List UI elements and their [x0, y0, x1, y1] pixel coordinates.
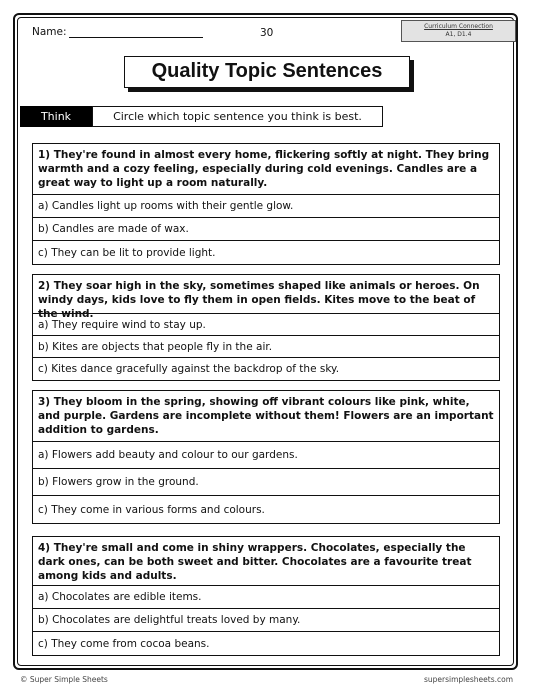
instructions-text: Circle which topic sentence you think is best. [92, 106, 383, 127]
curriculum-title: Curriculum Connection [424, 23, 493, 30]
footer-copyright: © Super Simple Sheets [20, 675, 108, 684]
curriculum-box [401, 20, 516, 42]
option-c[interactable]: c) They come in various forms and colours. [38, 503, 265, 516]
page-number: 30 [260, 27, 274, 39]
option-b[interactable]: b) Candles are made of wax. [33, 218, 499, 241]
option-b[interactable]: b) Kites are objects that people fly in the air. [33, 336, 499, 358]
option-a[interactable]: a) Flowers add beauty and colour to our gardens. [33, 442, 499, 469]
option-a[interactable]: a) Candles light up rooms with their gentle glow. [33, 195, 499, 218]
page-title: Quality Topic Sentences [124, 56, 410, 88]
question-prompt: 1) They're found in almost every home, flickering softly at night. They bring warmth and a cozy feeling, especially during cold evenings. Candles are a great way to light up a room naturally. [33, 144, 499, 195]
name-blank-line[interactable] [69, 26, 203, 38]
question-prompt: 3) They bloom in the spring, showing off vibrant colours like pink, white, and purple. Gardens are incomplete without them! Flowers are an important addition to gardens. [33, 391, 499, 442]
think-label: Think [20, 106, 92, 127]
question-box-3 [32, 390, 500, 524]
question-prompt: 4) They're small and come in shiny wrappers. Chocolates, especially the dark ones, can be both sweet and bitter. Chocolates are a favourite treat among kids and adults. [33, 537, 499, 586]
option-b[interactable]: b) Flowers grow in the ground. [33, 469, 499, 496]
option-c[interactable]: c) They can be lit to provide light. [38, 246, 216, 259]
option-a[interactable]: a) Chocolates are edible items. [33, 586, 499, 609]
name-field [32, 26, 203, 38]
question-box-1 [32, 143, 500, 265]
curriculum-code: A1, D1.4 [445, 30, 472, 38]
footer-website[interactable]: supersimplesheets.com [423, 675, 513, 684]
option-a[interactable]: a) They require wind to stay up. [33, 314, 499, 336]
option-c[interactable]: c) Kites dance gracefully against the backdrop of the sky. [38, 363, 340, 375]
option-b[interactable]: b) Chocolates are delightful treats loved by many. [33, 609, 499, 632]
name-label: Name: [32, 26, 67, 38]
question-box-2 [32, 274, 500, 381]
option-c[interactable]: c) They come from cocoa beans. [38, 637, 210, 650]
question-box-4 [32, 536, 500, 656]
question-prompt: 2) They soar high in the sky, sometimes shaped like animals or heroes. On windy days, kids love to fly them in open fields. Kites move to the beat of the wind. [33, 275, 499, 314]
